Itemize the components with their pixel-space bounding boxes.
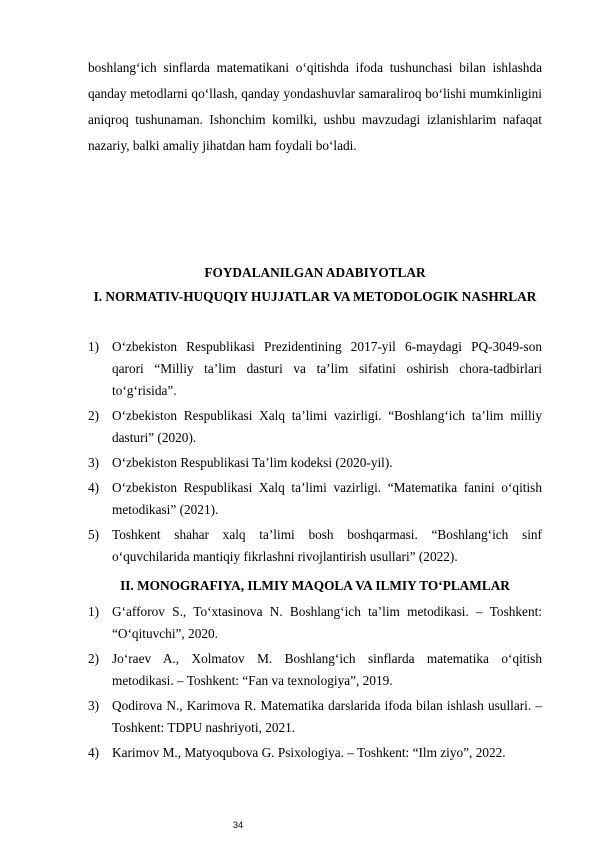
reference-text: Toshkent shahar xalq ta’limi bosh boshqarmasi. “Boshlang‘ich sinf o‘quvchilarida mantiqiy fikrlashni rivojlantirish usullari” (2022). [112, 527, 542, 564]
reference-number: 3) [88, 455, 100, 470]
reference-text: O‘zbekiston Respublikasi Prezidentining 2017-yil 6-maydagi PQ-3049-son qarori “Milliy ta’lim dasturi va ta’lim sifatini oshirish chora-tadbirlari to‘g‘risida”. [112, 339, 542, 398]
section-2-heading: II. MONOGRAFIYA, ILMIY MAQOLA VA ILMIY TO‘PLAMLAR [120, 578, 510, 593]
reference-item [88, 405, 542, 449]
reference-text: Karimov M., Matyoqubova G. Psixologiya. – Toshkent: “Ilm ziyo”, 2022. [112, 745, 506, 760]
reference-item [88, 524, 542, 568]
reference-number: 4) [88, 480, 100, 495]
reference-text: O‘zbekiston Respublikasi Xalq ta’limi vazirligi. “Boshlang‘ich ta’lim milliy dasturi” (2020). [112, 408, 542, 445]
reference-number: 2) [88, 408, 100, 423]
reference-number: 3) [88, 698, 100, 713]
reference-item [88, 695, 542, 739]
reference-item [88, 601, 542, 645]
reference-item [88, 648, 542, 692]
bibliography-title: FOYDALANILGAN ADABIYOTLAR [204, 265, 426, 280]
reference-text: O‘zbekiston Respublikasi Ta’lim kodeksi (2020-yil). [112, 455, 393, 470]
reference-item [88, 742, 542, 764]
reference-number: 5) [88, 527, 100, 542]
section-1-heading: I. NORMATIV-HUQUQIY HUJJATLAR VA METODOLOGIK NASHRLAR [93, 289, 537, 304]
reference-text: Jo‘raev A., Xolmatov M. Boshlang‘ich sinflarda matematika o‘qitish metodikasi. – Toshkent: “Fan va texnologiya”, 2019. [112, 651, 542, 688]
intro-paragraph: boshlang‘ich sinflarda matematikani o‘qitishda ifoda tushunchasi bilan ishlashda qanday metodlarni qo‘llash, qanday yondashuvlar samaraliroq bo‘lishi mumkinligini aniqroq tushunaman. Ishonchim komilki, ushbu mavzudagi izlanishlarim nafaqat nazariy, balki amaliy jihatdan ham foydali bo‘ladi. [88, 60, 542, 153]
reference-item [88, 477, 542, 521]
reference-item [88, 452, 542, 474]
reference-text: G‘afforov S., To‘xtasinova N. Boshlang‘ich ta’lim metodikasi. – Toshkent: “O‘qituvchi”, 2020. [112, 604, 542, 641]
page-number: 34 [232, 820, 243, 830]
reference-number: 2) [88, 651, 100, 666]
reference-number: 4) [88, 745, 100, 760]
reference-number: 1) [88, 339, 100, 354]
reference-text: Qodirova N., Karimova R. Matematika darslarida ifoda bilan ishlash usullari. – Toshkent: TDPU nashriyoti, 2021. [112, 698, 542, 735]
reference-text: O‘zbekiston Respublikasi Xalq ta’limi vazirligi. “Matematika fanini o‘qitish metodikasi” (2021). [112, 480, 542, 517]
reference-number: 1) [88, 604, 100, 619]
reference-item [88, 336, 542, 402]
section-2-list [88, 601, 542, 767]
section-1-list [88, 336, 542, 571]
